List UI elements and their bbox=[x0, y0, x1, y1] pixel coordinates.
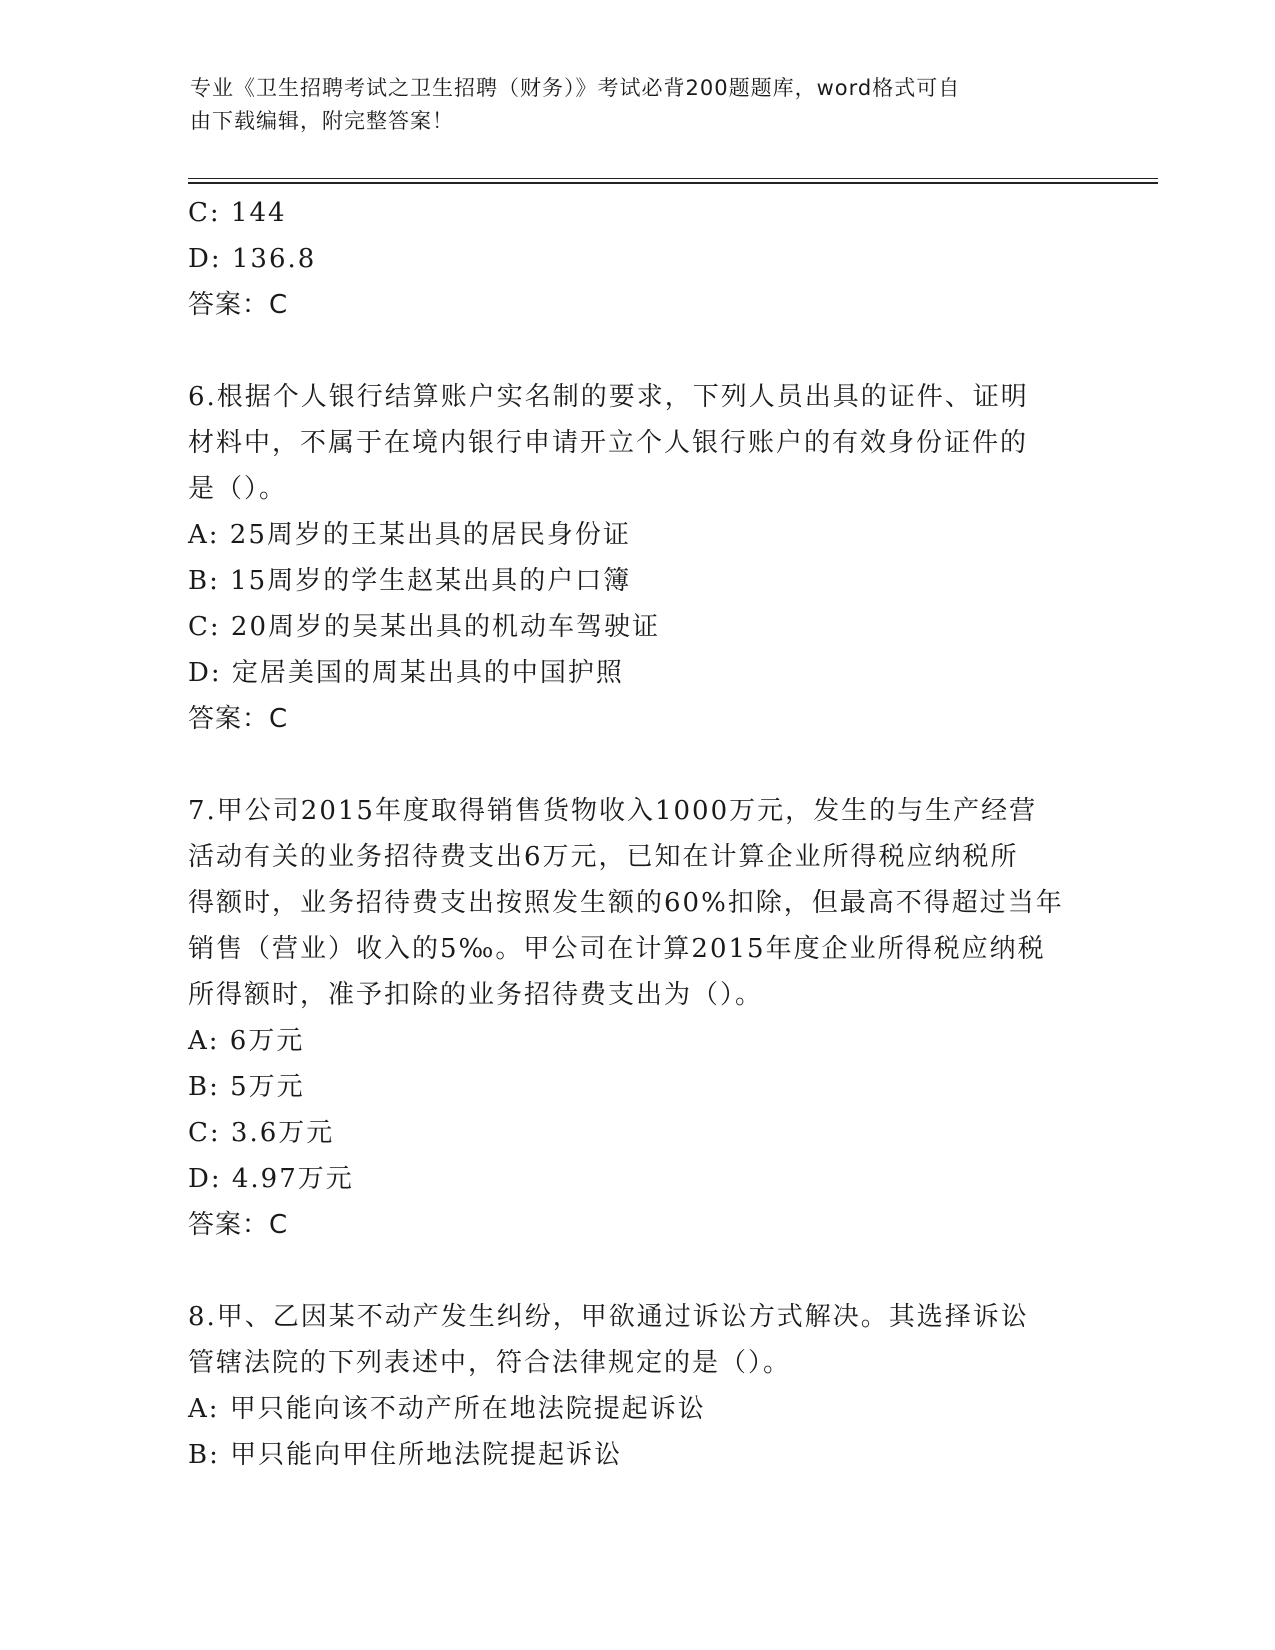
q7-option-a: A: 6万元 bbox=[188, 1026, 305, 1056]
prev-option-d: D: 136.8 bbox=[188, 244, 317, 274]
spacer bbox=[188, 1248, 1088, 1294]
q7-stem-line: 销售（营业）收入的5‰。甲公司在计算2015年度企业所得税应纳税 bbox=[188, 934, 1046, 964]
q6-stem-line: 是（）。 bbox=[188, 474, 288, 504]
header-line-2: 由下载编辑，附完整答案！ bbox=[190, 109, 454, 133]
q7-stem-line: 所得额时，准予扣除的业务招待费支出为（）。 bbox=[188, 980, 764, 1010]
q8-stem-line: 管辖法院的下列表述中，符合法律规定的是（）。 bbox=[188, 1348, 792, 1378]
document-body bbox=[188, 190, 1088, 1478]
q6-option-c: C: 20周岁的吴某出具的机动车驾驶证 bbox=[188, 612, 661, 642]
header-divider-thick bbox=[188, 182, 1158, 184]
prev-answer: 答案：C bbox=[188, 290, 289, 320]
q7-option-b: B: 5万元 bbox=[188, 1072, 305, 1102]
header-divider-thin bbox=[188, 178, 1158, 179]
q6-stem-line: 6.根据个人银行结算账户实名制的要求，下列人员出具的证件、证明 bbox=[188, 382, 1029, 412]
spacer bbox=[188, 742, 1088, 788]
q6-option-d: D: 定居美国的周某出具的中国护照 bbox=[188, 658, 624, 688]
q7-stem-line: 活动有关的业务招待费支出6万元，已知在计算企业所得税应纳税所 bbox=[188, 842, 1019, 872]
q7-answer: 答案：C bbox=[188, 1210, 289, 1240]
q8-stem-line: 8.甲、乙因某不动产发生纠纷，甲欲通过诉讼方式解决。其选择诉讼 bbox=[188, 1302, 1029, 1332]
q7-option-d: D: 4.97万元 bbox=[188, 1164, 354, 1194]
q8-option-b: B: 甲只能向甲住所地法院提起诉讼 bbox=[188, 1440, 623, 1470]
q6-option-b: B: 15周岁的学生赵某出具的户口簿 bbox=[188, 566, 632, 596]
document-header bbox=[190, 72, 1070, 138]
q7-option-c: C: 3.6万元 bbox=[188, 1118, 335, 1148]
q7-stem-line: 得额时，业务招待费支出按照发生额的60%扣除，但最高不得超过当年 bbox=[188, 888, 1064, 918]
q6-answer: 答案：C bbox=[188, 704, 289, 734]
q8-option-a: A: 甲只能向该不动产所在地法院提起诉讼 bbox=[188, 1394, 706, 1424]
q6-stem-line: 材料中，不属于在境内银行申请开立个人银行账户的有效身份证件的 bbox=[188, 428, 1029, 458]
spacer bbox=[188, 328, 1088, 374]
q7-stem-line: 7.甲公司2015年度取得销售货物收入1000万元，发生的与生产经营 bbox=[188, 796, 1038, 826]
header-line-1: 专业《卫生招聘考试之卫生招聘（财务）》考试必背200题题库，word格式可自 bbox=[190, 76, 961, 100]
q6-option-a: A: 25周岁的王某出具的居民身份证 bbox=[188, 520, 631, 550]
prev-option-c: C: 144 bbox=[188, 198, 287, 228]
